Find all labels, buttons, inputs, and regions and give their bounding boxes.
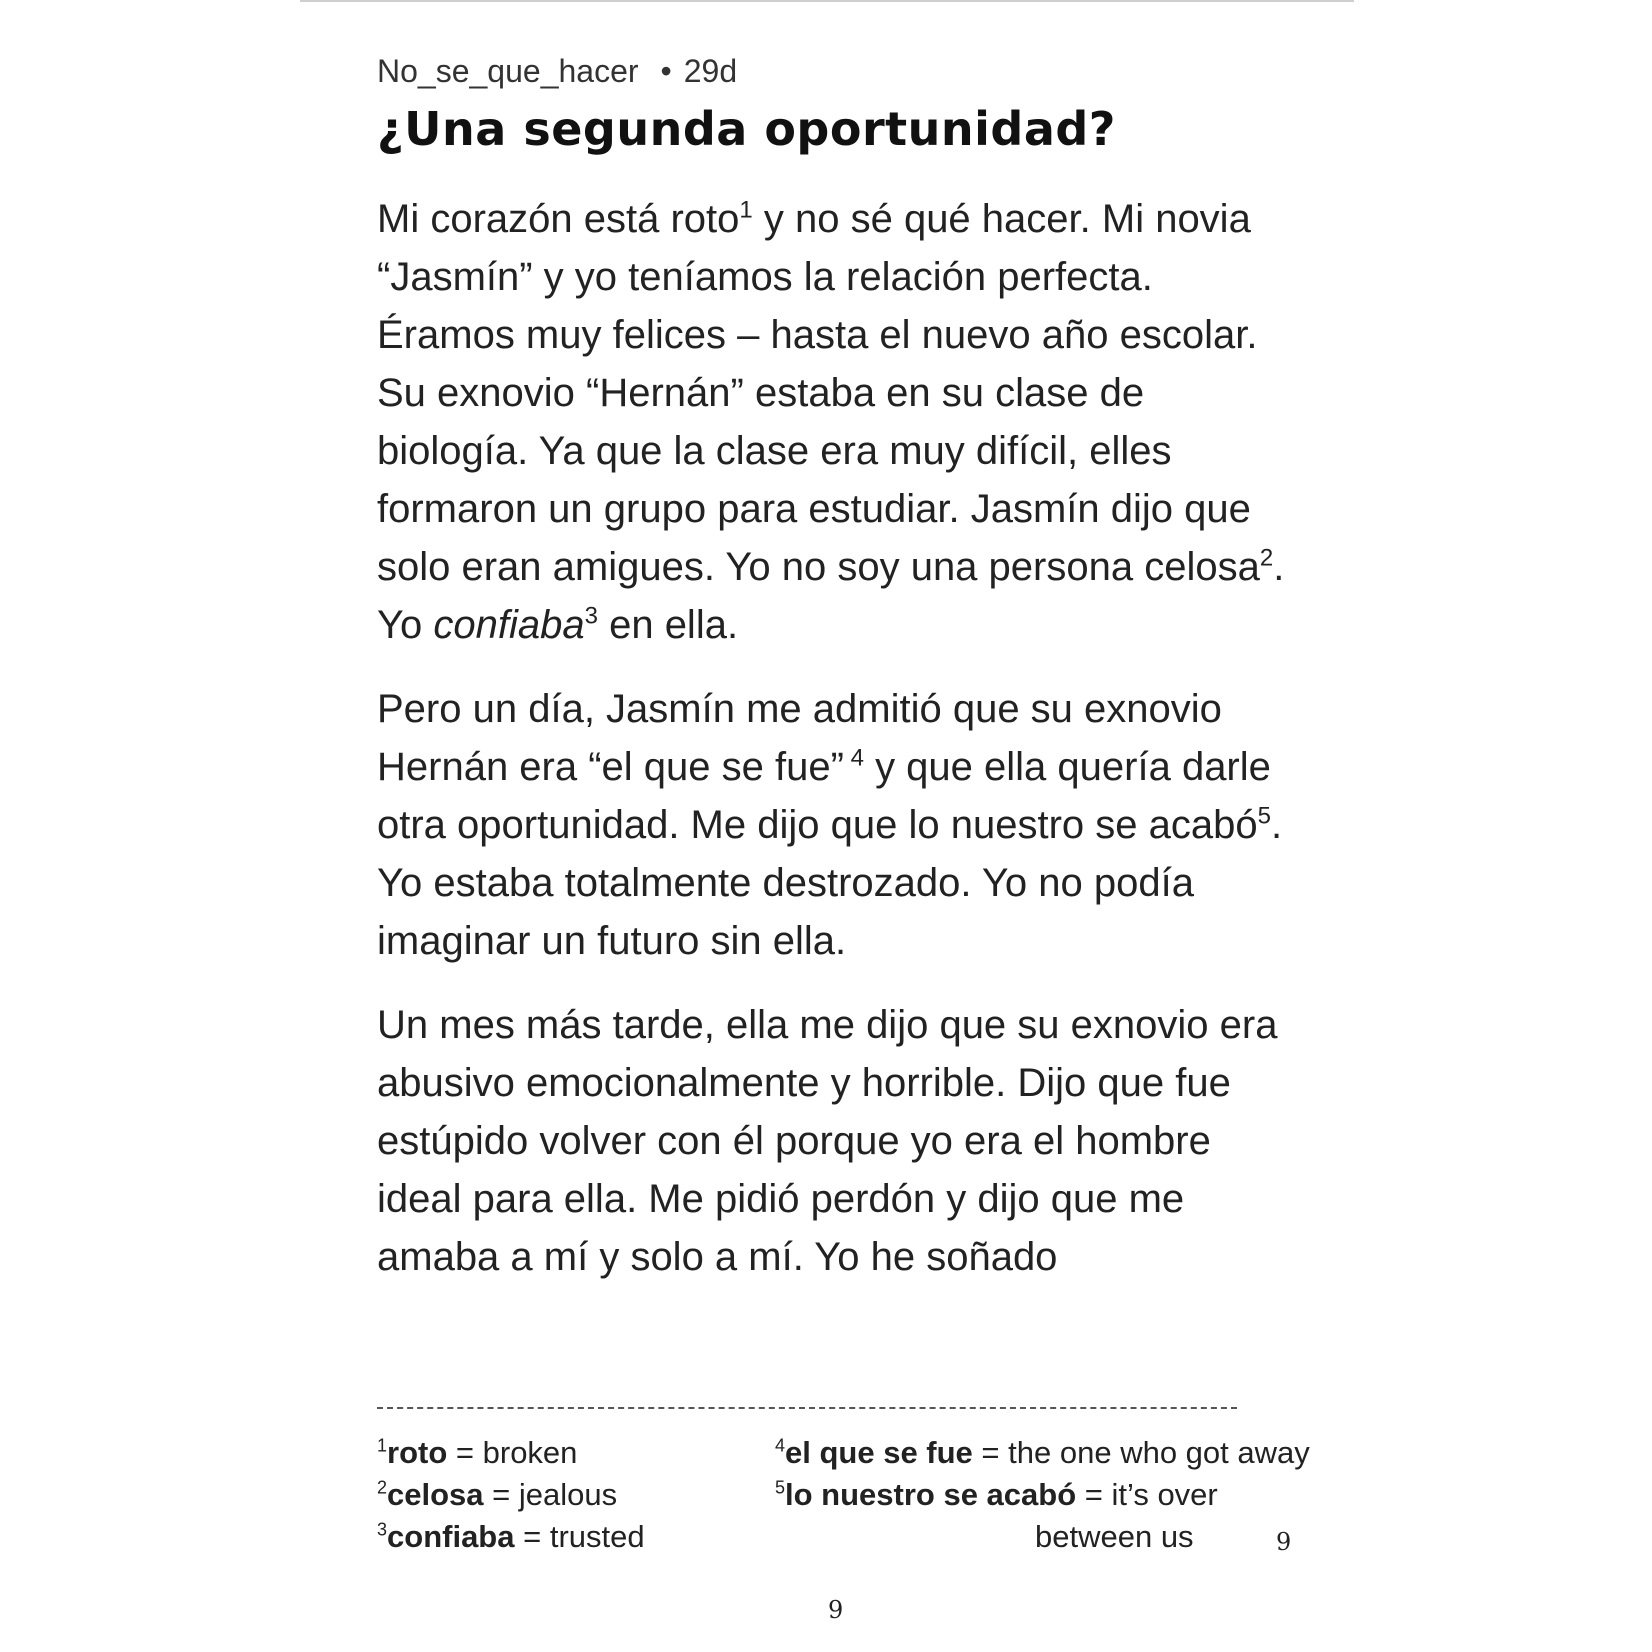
top-divider [300,0,1354,2]
post-meta [377,52,1297,90]
footnotes-right-column [775,1432,1310,1558]
footnote-separator: = [483,1477,519,1512]
footnote-separator: = [514,1519,550,1554]
p1-text-a: Mi corazón está roto [377,197,740,242]
paragraph-3: Un mes más tarde, ella me dijo que su exnovio era abusivo emocionalmente y horrible. Dijo que fue estúpido volver con él porque yo era el hombre ideal para ella. Me pidió perdón y dijo que me amaba a mí y solo a mí. Yo he soñado [377,1003,1278,1280]
p1-italic-term: confiaba [433,603,585,648]
footnote-term: celosa [387,1477,484,1512]
p2-text-b: y que ella quería darle otra oportunidad. Me dijo que lo nuestro se acabó [377,745,1271,848]
post [377,52,1297,1286]
footnote-definition: the one who got away [1008,1435,1310,1470]
footnote-definition: trusted [549,1519,645,1554]
paragraph-2 [377,680,1297,970]
p1-text-c: . Yo [377,545,1285,648]
p2-text-a: Pero un día, Jasmín me admitió que su exnovio Hernán era “el que se fue” [377,687,1222,790]
footnote-2 [377,1474,645,1516]
footnote-term: roto [387,1435,448,1470]
footnote-number: 4 [775,1435,786,1456]
p1-text-d: en ella. [597,603,739,648]
footnote-3 [377,1516,645,1558]
footnote-5-continuation: between us [1035,1519,1194,1554]
footnote-divider [377,1407,1237,1409]
footnote-ref-3: 3 [584,603,598,631]
footnote-number: 1 [377,1435,388,1456]
p1-text-b: y no sé qué hacer. Mi novia “Jasmín” y yo teníamos la relación perfecta. Éramos muy felices – hasta el nuevo año escolar. Su exnovio “Hernán” estaba en su clase de biología. Ya que la clase era muy difícil, elles formaron un grupo para estudiar. Jasmín dijo que solo eran amigues. Yo no soy una persona celosa [377,197,1260,590]
footnote-5 [775,1474,1310,1516]
username: No_se_que_hacer [377,53,639,89]
footnote-term: lo nuestro se acabó [785,1477,1077,1512]
post-title: ¿Una segunda oportunidad? [377,102,1116,157]
footnotes-left-column [377,1432,645,1558]
footnote-definition: broken [482,1435,578,1470]
footnote-definition: it’s over [1111,1477,1218,1512]
p2-text-c: . Yo estaba totalmente destrozado. Yo no podía imaginar un futuro sin ella. [377,803,1283,964]
footnote-number: 5 [775,1477,786,1498]
footnote-ref-5: 5 [1257,803,1271,831]
footnote-definition: jealous [518,1477,618,1512]
footnote-ref-2: 2 [1259,545,1274,573]
footnote-separator: = [447,1435,483,1470]
separator-dot: • [660,53,672,89]
post-age: 29d [683,53,738,89]
footnote-term: confiaba [387,1519,515,1554]
footnote-number: 3 [377,1519,388,1540]
footnote-separator: = [972,1435,1009,1470]
page-number: 9 [828,1596,844,1624]
footnote-4 [775,1432,1310,1474]
footnote-1 [377,1432,645,1474]
footnote-ref-1: 1 [739,197,753,225]
inner-page-number: 9 [1276,1528,1292,1556]
footnote-term: el que se fue [785,1435,973,1470]
footnote-separator: = [1076,1477,1112,1512]
footnote-number: 2 [377,1477,388,1498]
footnote-ref-4: 4 [843,745,864,773]
paragraph-1 [377,190,1297,654]
